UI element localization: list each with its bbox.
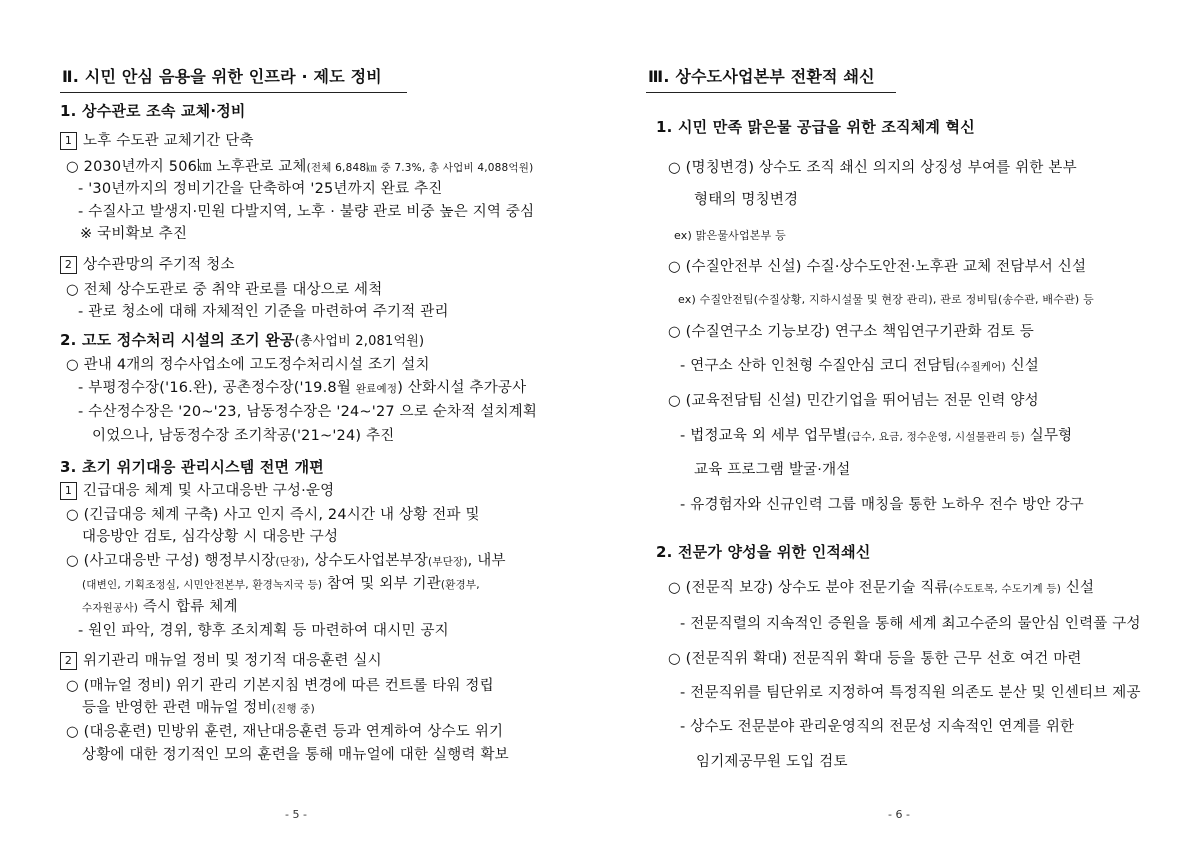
page-number: - 6 - xyxy=(888,808,910,821)
item-1-1: 1 노후 수도관 교체기간 단축 xyxy=(60,131,254,151)
dash-item-cont: 임기제공무원 도입 검토 xyxy=(696,754,848,770)
circle-item-cont: 등을 반영한 관련 매뉴얼 정비(진행 중) xyxy=(82,700,315,716)
circle-item-cont: 수자원공사) 즉시 합류 체계 xyxy=(82,599,238,615)
page-number: - 5 - xyxy=(285,808,307,821)
item-3-2: 2 위기관리 매뉴얼 정비 및 정기적 대응훈련 실시 xyxy=(60,651,382,671)
item-1-2: 2 상수관망의 주기적 청소 xyxy=(60,255,235,275)
item-3-1: 1 긴급대응 체계 및 사고대응반 구성·운영 xyxy=(60,481,334,501)
dash-item: - 유경험자와 신규인력 그룹 매칭을 통한 노하우 전수 방안 강구 xyxy=(680,497,1084,513)
dash-item: - 연구소 산하 인천형 수질안심 코디 전담팀(수질케어) 신설 xyxy=(680,358,1040,374)
dash-item-cont: 교육 프로그램 발굴·개설 xyxy=(694,462,851,478)
circle-item-cont: 대응방안 검토, 심각상황 시 대응반 구성 xyxy=(82,529,339,545)
section-title-underline xyxy=(646,92,896,93)
dash-item: - 전문직위를 팀단위로 지정하여 특정직원 의존도 분산 및 인센티브 제공 xyxy=(680,685,1141,701)
heading-2: 2. 고도 정수처리 시설의 조기 완공(총사업비 2,081억원) xyxy=(60,331,425,349)
circle-item: ○ (대응훈련) 민방위 훈련, 재난대응훈련 등과 연계하여 상수도 위기 xyxy=(66,724,504,740)
section-title: Ⅱ. 시민 안심 음용을 위한 인프라 · 제도 정비 xyxy=(62,67,382,86)
circle-item: ○ (매뉴얼 정비) 위기 관리 기본지침 변경에 따른 컨트롤 타워 정립 xyxy=(66,678,494,694)
dash-item: - '30년까지의 정비기간을 단축하여 '25년까지 완료 추진 xyxy=(78,181,443,197)
dash-item: - 법정교육 외 세부 업무별(급수, 요금, 정수운영, 시설물관리 등) 실무형 xyxy=(680,428,1073,444)
heading-1: 1. 시민 만족 맑은물 공급을 위한 조직체계 혁신 xyxy=(656,118,975,136)
circle-item: ○ (명칭변경) 상수도 조직 쇄신 의지의 상징성 부여를 위한 본부 xyxy=(668,160,1077,176)
dash-item-cont: 이었으나, 남동정수장 조기착공('21~'24) 추진 xyxy=(92,428,395,444)
example-note: ex) 맑은물사업본부 등 xyxy=(674,229,786,242)
circle-item: ○ (수질안전부 신설) 수질·상수도안전·노후관 교체 전담부서 신설 xyxy=(668,259,1087,275)
example-note: ex) 수질안전팀(수질상황, 지하시설물 및 현장 관리), 관로 정비팀(송수관, 배수관) 등 xyxy=(678,293,1094,306)
dash-item: - 관로 청소에 대해 자체적인 기준을 마련하여 주기적 관리 xyxy=(78,304,449,320)
heading-1: 1. 상수관로 조속 교체·정비 xyxy=(60,102,246,120)
circle-item: ○ (긴급대응 체계 구축) 사고 인지 즉시, 24시간 내 상황 전파 및 xyxy=(66,507,480,523)
reference-note: ※ 국비확보 추진 xyxy=(80,226,188,242)
section-title-underline xyxy=(60,92,407,93)
dash-item: - 전문직렬의 지속적인 증원을 통해 세계 최고수준의 물안심 인력풀 구성 xyxy=(680,616,1141,632)
circle-item-cont: 형태의 명칭변경 xyxy=(694,192,799,208)
circle-item: ○ (전문직 보강) 상수도 분야 전문기술 직류(수도토목, 수도기계 등) 신설 xyxy=(668,580,1095,596)
section-title: Ⅲ. 상수도사업본부 전환적 쇄신 xyxy=(648,67,875,86)
circle-item: ○ (수질연구소 기능보강) 연구소 책임연구기관화 검토 등 xyxy=(668,324,1034,340)
heading-2: 2. 전문가 양성을 위한 인적쇄신 xyxy=(656,543,871,561)
circle-item: ○ (전문직위 확대) 전문직위 확대 등을 통한 근무 선호 여건 마련 xyxy=(668,651,1082,667)
item-number-box: 2 xyxy=(60,256,77,274)
item-number-box: 1 xyxy=(60,482,77,500)
dash-item: - 원인 파악, 경위, 향후 조치계획 등 마련하여 대시민 공지 xyxy=(78,623,449,639)
page-6 xyxy=(600,0,1199,848)
circle-item-cont: 상황에 대한 정기적인 모의 훈련을 통해 매뉴얼에 대한 실행력 확보 xyxy=(82,747,509,763)
item-number-box: 2 xyxy=(60,652,77,670)
circle-item-cont: (대변인, 기획조정실, 시민안전본부, 환경녹지국 등) 참여 및 외부 기관(환경부, xyxy=(82,576,480,592)
dash-item: - 수질사고 발생지·민원 다발지역, 노후 · 불량 관로 비중 높은 지역 중심 xyxy=(78,204,535,220)
circle-item: ○ 2030년까지 506㎞ 노후관로 교체(전체 6,848㎞ 중 7.3%, 총 사업비 4,088억원) xyxy=(66,159,534,175)
dash-item: - 상수도 전문분야 관리운영직의 전문성 지속적인 연계를 위한 xyxy=(680,719,1075,735)
item-number-box: 1 xyxy=(60,132,77,150)
dash-item: - 부평정수장('16.완), 공촌정수장('19.8월 완료예정) 산화시설 추가공사 xyxy=(78,380,527,396)
circle-item: ○ 전체 상수도관로 중 취약 관로를 대상으로 세척 xyxy=(66,282,383,298)
heading-3: 3. 초기 위기대응 관리시스템 전면 개편 xyxy=(60,458,324,476)
circle-item: ○ 관내 4개의 정수사업소에 고도정수처리시설 조기 설치 xyxy=(66,357,430,373)
circle-item: ○ (사고대응반 구성) 행정부시장(단장), 상수도사업본부장(부단장), 내부 xyxy=(66,553,506,569)
dash-item: - 수산정수장은 '20~'23, 남동정수장은 '24~'27 으로 순차적 설치계획 xyxy=(78,404,538,420)
circle-item: ○ (교육전담팀 신설) 민간기업을 뛰어넘는 전문 인력 양성 xyxy=(668,393,1039,409)
